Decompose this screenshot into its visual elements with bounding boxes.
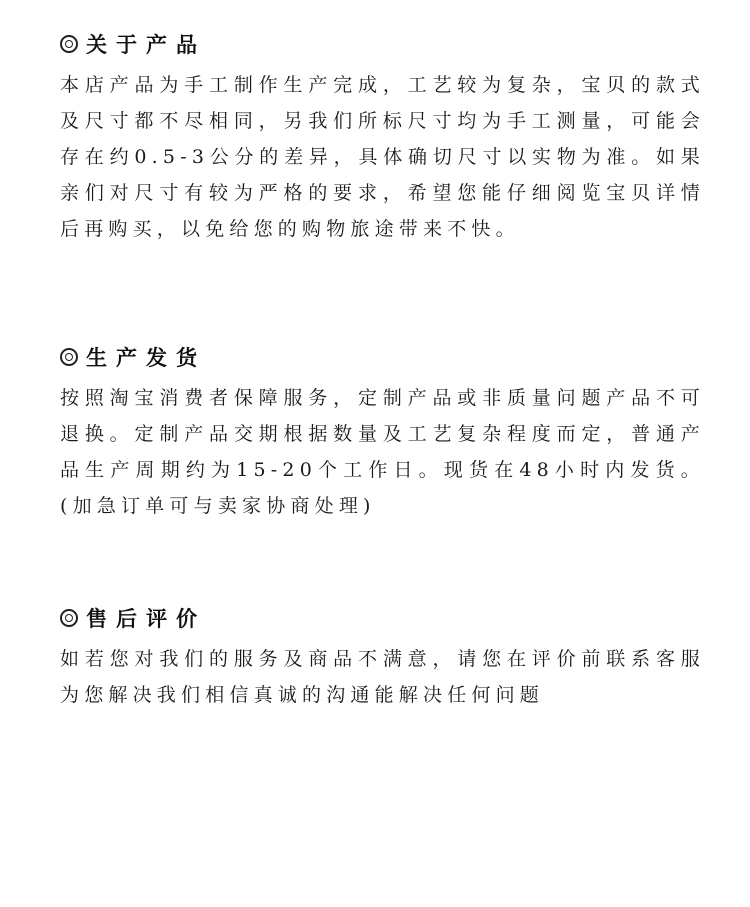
production-shipping-section: [60, 340, 705, 524]
section-body: 按照淘宝消费者保障服务，定制产品或非质量问题产品不可退换。定制产品交期根据数量及工艺复杂程度而定，普通产品生产周期约为15-20个工作日。现货在48小时内发货。(加急订单可与卖家协商处理): [60, 387, 705, 517]
section-title: 关于产品: [86, 32, 206, 57]
section-title: 售后评价: [86, 606, 206, 631]
double-circle-icon: [60, 35, 78, 53]
double-circle-icon: [60, 609, 78, 627]
after-sales-review-section: [60, 601, 705, 713]
section-title: 生产发货: [86, 345, 206, 370]
section-heading: [60, 601, 705, 635]
section-body: 如若您对我们的服务及商品不满意，请您在评价前联系客服为您解决我们相信真诚的沟通能解决任何问题: [60, 648, 705, 706]
about-product-section: [60, 27, 705, 247]
section-body: 本店产品为手工制作生产完成，工艺较为复杂，宝贝的款式及尺寸都不尽相同，另我们所标尺寸均为手工测量，可能会存在约0.5-3公分的差异，具体确切尺寸以实物为准。如果亲们对尺寸有较为严格的要求，希望您能仔细阅览宝贝详情后再购买，以免给您的购物旅途带来不快。: [60, 74, 705, 240]
section-heading: [60, 340, 705, 374]
double-circle-icon: [60, 348, 78, 366]
section-heading: [60, 27, 705, 61]
